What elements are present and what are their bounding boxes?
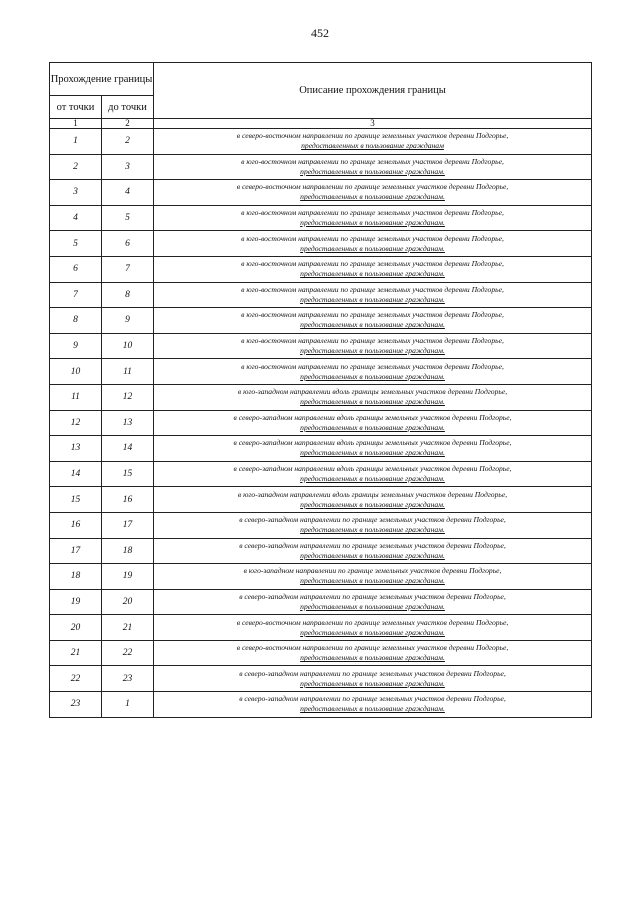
- from-point-cell: 9: [50, 333, 102, 359]
- to-point-cell: 18: [102, 538, 154, 564]
- description-cell: [154, 666, 592, 692]
- table-row: [50, 640, 592, 666]
- description-line: в юго-восточном направлении по границе земельных участков деревни Подгорье,: [241, 361, 504, 371]
- from-point-cell: 16: [50, 512, 102, 538]
- table-row: [50, 692, 592, 718]
- from-point-cell: 19: [50, 589, 102, 615]
- from-point-cell: 1: [50, 129, 102, 155]
- to-point-cell: 15: [102, 461, 154, 487]
- description-cell: [154, 359, 592, 385]
- description-line: предоставленных в пользование гражданам.: [300, 678, 445, 688]
- description-line: предоставленных в пользование гражданам.: [300, 499, 445, 509]
- description-line: в юго-западном направлении по границе земельных участков деревни Подгорье,: [243, 566, 502, 576]
- to-point-cell: 9: [102, 308, 154, 334]
- table-row: [50, 333, 592, 359]
- header-from-point: от точки: [50, 96, 102, 119]
- header-to-point: до точки: [102, 96, 154, 119]
- from-point-cell: 5: [50, 231, 102, 257]
- from-point-cell: 17: [50, 538, 102, 564]
- table-row: [50, 615, 592, 641]
- description-line: в северо-западном направлении по границе земельных участков деревни Подгорье,: [239, 694, 506, 704]
- to-point-cell: 14: [102, 436, 154, 462]
- description-line: предоставленных в пользование гражданам.: [300, 243, 445, 253]
- description-line: предоставленных в пользование гражданам.: [300, 269, 445, 279]
- description-line: предоставленных в пользование гражданам.: [300, 346, 445, 356]
- description-line: в северо-восточном направлении по границе земельных участков деревни Подгорье,: [236, 182, 509, 192]
- description-cell: [154, 180, 592, 206]
- table-row: [50, 512, 592, 538]
- table-row: [50, 231, 592, 257]
- description-line: в юго-восточном направлении по границе земельных участков деревни Подгорье,: [241, 336, 504, 346]
- description-line: предоставленных в пользование гражданам.: [300, 320, 445, 330]
- from-point-cell: 22: [50, 666, 102, 692]
- from-point-cell: 13: [50, 436, 102, 462]
- to-point-cell: 4: [102, 180, 154, 206]
- description-line: предоставленных в пользование гражданам.: [300, 397, 445, 407]
- table-row: [50, 180, 592, 206]
- to-point-cell: 19: [102, 564, 154, 590]
- table-row: [50, 282, 592, 308]
- description-line: предоставленных в пользование гражданам.: [300, 192, 445, 202]
- description-cell: [154, 231, 592, 257]
- table-row: [50, 154, 592, 180]
- to-point-cell: 23: [102, 666, 154, 692]
- column-number-row: [50, 119, 592, 129]
- description-line: предоставленных в пользование гражданам.: [300, 525, 445, 535]
- to-point-cell: 12: [102, 384, 154, 410]
- column-number: 2: [102, 119, 154, 129]
- to-point-cell: 20: [102, 589, 154, 615]
- table-row: [50, 487, 592, 513]
- description-cell: [154, 308, 592, 334]
- description-cell: [154, 512, 592, 538]
- description-line: в северо-западном направлении по границе земельных участков деревни Подгорье,: [239, 515, 506, 525]
- description-cell: [154, 461, 592, 487]
- table-row: [50, 359, 592, 385]
- to-point-cell: 1: [102, 692, 154, 718]
- description-line: предоставленных в пользование гражданам.: [300, 653, 445, 663]
- boundary-table: [49, 62, 592, 718]
- description-line: предоставленных в пользование гражданам.: [300, 371, 445, 381]
- description-line: предоставленных в пользование гражданам.: [300, 448, 445, 458]
- description-line: в юго-западном направлении вдоль границы земельных участков деревни Подгорье,: [237, 489, 508, 499]
- table-row: [50, 410, 592, 436]
- description-cell: [154, 154, 592, 180]
- description-cell: [154, 410, 592, 436]
- to-point-cell: 21: [102, 615, 154, 641]
- description-cell: [154, 282, 592, 308]
- to-point-cell: 2: [102, 129, 154, 155]
- description-cell: [154, 564, 592, 590]
- from-point-cell: 7: [50, 282, 102, 308]
- from-point-cell: 10: [50, 359, 102, 385]
- to-point-cell: 3: [102, 154, 154, 180]
- description-line: в северо-западном направлении по границе земельных участков деревни Подгорье,: [239, 540, 506, 550]
- to-point-cell: 22: [102, 640, 154, 666]
- description-line: в северо-западном направлении вдоль границы земельных участков деревни Подгорье,: [233, 412, 512, 422]
- description-line: в северо-западном направлении по границе земельных участков деревни Подгорье,: [239, 668, 506, 678]
- description-cell: [154, 256, 592, 282]
- table-row: [50, 589, 592, 615]
- to-point-cell: 6: [102, 231, 154, 257]
- description-cell: [154, 384, 592, 410]
- description-line: в юго-восточном направлении по границе земельных участков деревни Подгорье,: [241, 310, 504, 320]
- description-cell: [154, 538, 592, 564]
- description-line: предоставленных в пользование гражданам.: [300, 627, 445, 637]
- description-line: в юго-восточном направлении по границе земельных участков деревни Подгорье,: [241, 208, 504, 218]
- description-line: в северо-восточном направлении по границе земельных участков деревни Подгорье,: [236, 617, 509, 627]
- description-cell: [154, 129, 592, 155]
- from-point-cell: 14: [50, 461, 102, 487]
- table-row: [50, 436, 592, 462]
- from-point-cell: 18: [50, 564, 102, 590]
- from-point-cell: 20: [50, 615, 102, 641]
- table-row: [50, 205, 592, 231]
- table-header: [50, 63, 592, 129]
- table-row: [50, 538, 592, 564]
- from-point-cell: 23: [50, 692, 102, 718]
- to-point-cell: 7: [102, 256, 154, 282]
- description-line: предоставленных в пользование гражданам.: [300, 166, 445, 176]
- description-cell: [154, 692, 592, 718]
- description-line: предоставленных в пользование гражданам.: [300, 422, 445, 432]
- description-line: в юго-восточном направлении по границе земельных участков деревни Подгорье,: [241, 233, 504, 243]
- description-line: в юго-западном направлении вдоль границы земельных участков деревни Подгорье,: [237, 387, 508, 397]
- description-cell: [154, 436, 592, 462]
- to-point-cell: 8: [102, 282, 154, 308]
- description-line: предоставленных в пользование гражданам.: [300, 576, 445, 586]
- from-point-cell: 3: [50, 180, 102, 206]
- from-point-cell: 11: [50, 384, 102, 410]
- header-description: Описание прохождения границы: [154, 63, 592, 119]
- from-point-cell: 12: [50, 410, 102, 436]
- from-point-cell: 2: [50, 154, 102, 180]
- description-line: в северо-восточном направлении по границе земельных участков деревни Подгорье,: [236, 643, 509, 653]
- table-row: [50, 256, 592, 282]
- from-point-cell: 6: [50, 256, 102, 282]
- table-row: [50, 461, 592, 487]
- table-row: [50, 384, 592, 410]
- table-body: [50, 129, 592, 718]
- description-line: в юго-восточном направлении по границе земельных участков деревни Подгорье,: [241, 259, 504, 269]
- description-cell: [154, 333, 592, 359]
- description-line: предоставленных в пользование гражданам: [301, 141, 444, 151]
- page-number: 452: [311, 26, 329, 40]
- to-point-cell: 10: [102, 333, 154, 359]
- description-line: предоставленных в пользование гражданам.: [300, 218, 445, 228]
- description-cell: [154, 487, 592, 513]
- description-line: в северо-восточном направлении по границе земельных участков деревни Подгорье,: [236, 131, 509, 141]
- description-line: предоставленных в пользование гражданам.: [300, 704, 445, 714]
- from-point-cell: 4: [50, 205, 102, 231]
- from-point-cell: 8: [50, 308, 102, 334]
- description-line: в юго-восточном направлении по границе земельных участков деревни Подгорье,: [241, 156, 504, 166]
- from-point-cell: 21: [50, 640, 102, 666]
- table-row: [50, 666, 592, 692]
- description-line: в северо-западном направлении вдоль границы земельных участков деревни Подгорье,: [233, 438, 512, 448]
- description-line: предоставленных в пользование гражданам.: [300, 294, 445, 304]
- header-group: Прохождение границы: [50, 63, 154, 96]
- to-point-cell: 13: [102, 410, 154, 436]
- description-cell: [154, 615, 592, 641]
- description-cell: [154, 640, 592, 666]
- table-row: [50, 308, 592, 334]
- table-row: [50, 564, 592, 590]
- description-line: в северо-западном направлении по границе земельных участков деревни Подгорье,: [239, 591, 506, 601]
- description-cell: [154, 589, 592, 615]
- description-line: предоставленных в пользование гражданам.: [300, 601, 445, 611]
- description-line: в северо-западном направлении вдоль границы земельных участков деревни Подгорье,: [233, 464, 512, 474]
- description-cell: [154, 205, 592, 231]
- from-point-cell: 15: [50, 487, 102, 513]
- description-line: предоставленных в пользование гражданам.: [300, 550, 445, 560]
- to-point-cell: 5: [102, 205, 154, 231]
- to-point-cell: 17: [102, 512, 154, 538]
- description-line: предоставленных в пользование гражданам.: [300, 474, 445, 484]
- table-row: [50, 129, 592, 155]
- column-number: 1: [50, 119, 102, 129]
- column-number: 3: [154, 119, 592, 129]
- to-point-cell: 16: [102, 487, 154, 513]
- description-line: в юго-восточном направлении по границе земельных участков деревни Подгорье,: [241, 284, 504, 294]
- to-point-cell: 11: [102, 359, 154, 385]
